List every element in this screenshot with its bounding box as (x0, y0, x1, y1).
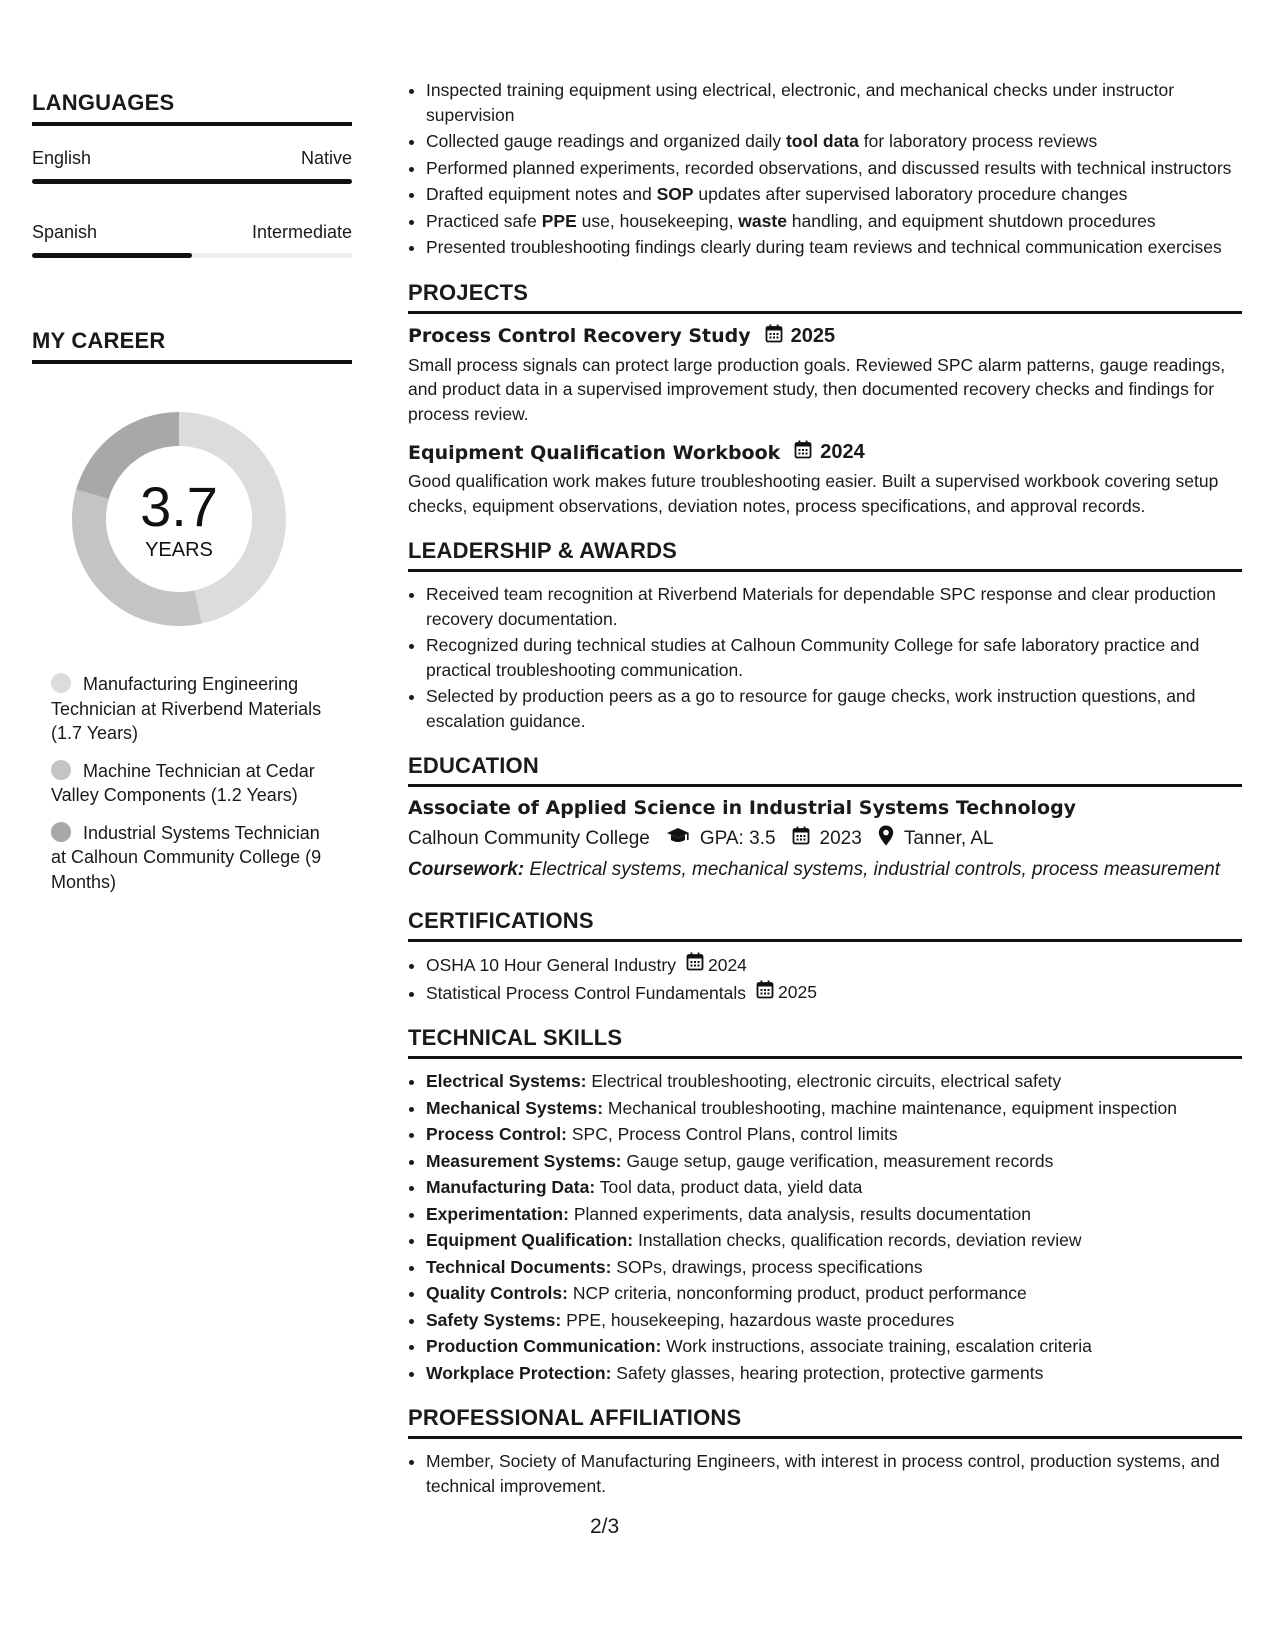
skill-label: Measurement Systems: (426, 1150, 622, 1171)
skill-item (426, 1308, 1242, 1333)
project-year-text: 2024 (820, 441, 865, 463)
bullet-text: for laboratory process reviews (858, 131, 1098, 151)
legend-dot (51, 822, 71, 842)
calendar-icon (765, 324, 783, 349)
skill-value: SPC, Process Control Plans, control limits (567, 1124, 898, 1144)
skills-section (408, 1025, 1242, 1385)
skill-label: Manufacturing Data: (426, 1177, 596, 1197)
experience-bullet (426, 209, 1242, 234)
leadership-list (408, 582, 1242, 733)
skill-label: Technical Documents: (426, 1256, 612, 1277)
skill-value: Safety glasses, hearing protection, protective garments (611, 1362, 1044, 1383)
skill-label: Electrical Systems: (426, 1071, 587, 1091)
leadership-heading: LEADERSHIP & AWARDS (408, 538, 1242, 572)
language-proficiency-fill (32, 179, 352, 184)
skill-value: Mechanical troubleshooting, machine maintenance, equipment inspection (603, 1097, 1177, 1118)
school-name: Calhoun Community College (408, 827, 650, 849)
career-donut-chart (64, 404, 294, 634)
graduation-cap-icon (666, 827, 690, 851)
experience-bullets (408, 78, 1242, 260)
legend-label: Machine Technician at Cedar Valley Components (1.2 Years) (51, 760, 315, 805)
certifications-heading: CERTIFICATIONS (408, 908, 1242, 942)
career-heading: MY CAREER (32, 328, 352, 364)
experience-bullet (426, 156, 1242, 181)
career-total-years: 3.7 (140, 474, 218, 538)
project-name: Equipment Qualification Workbook (408, 441, 781, 464)
skill-label: Safety Systems: (426, 1309, 562, 1330)
donut-center (64, 404, 294, 634)
experience-bullet (426, 78, 1242, 127)
project-title (408, 324, 1242, 349)
project-year-text: 2025 (790, 324, 836, 347)
legend-dot (51, 673, 71, 693)
language-row (32, 222, 352, 243)
bullet-keyword: tool data (785, 131, 859, 151)
project-year (765, 324, 836, 349)
affiliations-heading: PROFESSIONAL AFFILIATIONS (408, 1405, 1242, 1439)
language-proficiency-bar (32, 179, 352, 184)
coursework (408, 858, 1242, 882)
gpa: GPA: 3.5 (699, 827, 776, 849)
bullet-text: Inspected training equipment using electrical, electronic, and mechanical checks under instructor supervision (426, 80, 1175, 125)
education-details (408, 825, 1242, 852)
affiliation-item: • Member, Society of Manufacturing Engineers, with interest in process control, production systems, and technical improvement. (426, 1449, 1242, 1498)
left-column (32, 90, 352, 907)
projects-heading: PROJECTS (408, 280, 1242, 314)
project-title (408, 440, 1242, 465)
skill-item (426, 1228, 1242, 1253)
language-level: Intermediate (251, 222, 352, 242)
skill-item (426, 1175, 1242, 1200)
bullet-keyword: waste (738, 210, 787, 231)
affiliations-list (408, 1449, 1242, 1498)
skill-label: Workplace Protection: (426, 1362, 612, 1383)
career-legend-item (51, 759, 336, 808)
legend-label: Industrial Systems Technician at Calhoun Community College (9 Months) (51, 822, 322, 892)
certification-date (756, 980, 817, 1006)
certifications-section (408, 908, 1242, 1005)
certification-year: 2025 (778, 982, 817, 1002)
skill-item (426, 1361, 1242, 1386)
coursework-text: Electrical systems, mechanical systems, industrial controls, process measurement (529, 859, 1220, 880)
skill-label: Production Communication: (426, 1336, 662, 1356)
languages-list (32, 148, 352, 258)
degree-title: Associate of Applied Science in Industrial Systems Technology (408, 797, 1077, 819)
education-heading: EDUCATION (408, 753, 1242, 787)
skill-value: Tool data, product data, yield data (595, 1177, 863, 1197)
skill-label: Mechanical Systems: (426, 1097, 604, 1118)
skill-value: Electrical troubleshooting, electronic circuits, electrical safety (586, 1071, 1062, 1091)
skills-heading: TECHNICAL SKILLS (408, 1025, 1242, 1059)
skill-item (426, 1096, 1242, 1121)
skill-item (426, 1334, 1242, 1359)
bullet-text: handling, and equipment shutdown procedures (786, 210, 1156, 231)
experience-bullet (426, 129, 1242, 154)
career-section (32, 328, 352, 894)
certification-item (426, 980, 1242, 1006)
projects-list (408, 324, 1242, 519)
skill-label: Experimentation: (426, 1203, 569, 1224)
bullet-keyword: SOP (656, 184, 694, 204)
experience-bullet (426, 235, 1242, 260)
skill-value: Planned experiments, data analysis, results documentation (568, 1203, 1032, 1224)
project-description: Small process signals can protect large production goals. Reviewed SPC alarm patterns, gauge readings, and product data in a supervised improvement study, then documented recovery checks and findings for process review. (408, 354, 1226, 424)
career-legend-item (51, 672, 336, 746)
right-column (408, 78, 1242, 1500)
certification-date (686, 952, 747, 978)
certification-name: Statistical Process Control Fundamentals (426, 982, 746, 1003)
skill-value: SOPs, drawings, process specifications (611, 1256, 923, 1277)
language-name: Spanish (32, 222, 98, 242)
calendar-icon (686, 952, 704, 978)
certification-name: OSHA 10 Hour General Industry (426, 955, 676, 975)
skill-label: Equipment Qualification: (426, 1230, 634, 1250)
skill-value: Installation checks, qualification records, deviation review (633, 1230, 1082, 1250)
language-proficiency-bar (32, 253, 352, 258)
skill-label: Process Control: (426, 1124, 567, 1144)
project-name: Process Control Recovery Study (408, 325, 751, 347)
skill-item (426, 1069, 1242, 1094)
leadership-section (408, 538, 1242, 733)
coursework-label: Coursework: (408, 859, 525, 880)
language-row (32, 148, 352, 169)
leadership-item: • Selected by production peers as a go to resource for gauge checks, work instruction questions, and escalation guidance. (426, 684, 1242, 733)
skill-item (426, 1122, 1242, 1147)
skill-item (426, 1149, 1242, 1174)
skill-item (426, 1281, 1242, 1306)
calendar-icon (756, 980, 774, 1006)
bullet-text: Performed planned experiments, recorded observations, and discussed results with technical instructors (426, 157, 1232, 178)
leadership-item: • Received team recognition at Riverbend Materials for dependable SPC response and clear production recovery documentation. (426, 582, 1242, 631)
career-legend (32, 672, 352, 894)
certification-item (426, 952, 1242, 978)
language-level: Native (300, 148, 352, 168)
certification-year: 2024 (707, 954, 747, 975)
career-legend-item (51, 821, 336, 895)
bullet-text: updates after supervised laboratory procedure changes (693, 184, 1128, 204)
skills-list (408, 1069, 1242, 1385)
page-number: 2/3 (590, 1515, 620, 1538)
language-proficiency-fill (32, 253, 192, 258)
education-location: Tanner, AL (903, 827, 994, 849)
affiliations-section (408, 1405, 1242, 1498)
skill-value: Work instructions, associate training, escalation criteria (661, 1336, 1092, 1356)
education-section (408, 753, 1242, 882)
project-year (794, 440, 865, 465)
skill-label: Quality Controls: (426, 1283, 568, 1303)
graduation-year: 2023 (819, 827, 862, 849)
legend-label: Manufacturing Engineering Technician at Riverbend Materials (1.7 Years) (51, 674, 322, 743)
skill-value: PPE, housekeeping, hazardous waste procedures (561, 1309, 955, 1330)
projects-section (408, 280, 1242, 519)
skill-value: Gauge setup, gauge verification, measurement records (621, 1150, 1054, 1171)
location-pin-icon (878, 825, 894, 852)
skill-item (426, 1255, 1242, 1280)
language-name: English (32, 148, 92, 168)
languages-heading: LANGUAGES (32, 90, 352, 126)
legend-dot (51, 760, 71, 780)
bullet-text: Practiced safe (426, 210, 542, 231)
project-description: Good qualification work makes future troubleshooting easier. Built a supervised workbook covering setup checks, equipment observations, deviation notes, process specifications, and approval records. (408, 471, 1219, 516)
bullet-text: Presented troubleshooting findings clearly during team reviews and technical communication exercises (426, 237, 1222, 257)
certifications-list (408, 952, 1242, 1005)
bullet-text: use, housekeeping, (576, 210, 739, 231)
experience-bullet (426, 182, 1242, 207)
leadership-item: • Recognized during technical studies at Calhoun Community College for safe laboratory practice and practical troubleshooting communication. (426, 633, 1242, 682)
bullet-text: Drafted equipment notes and (426, 184, 657, 204)
skill-value: NCP criteria, nonconforming product, product performance (567, 1283, 1027, 1303)
bullet-text: Collected gauge readings and organized daily (426, 131, 786, 151)
career-unit: YEARS (145, 538, 213, 561)
calendar-icon (792, 826, 810, 851)
calendar-icon (794, 440, 812, 465)
bullet-keyword: PPE (541, 210, 577, 231)
skill-item (426, 1202, 1242, 1227)
